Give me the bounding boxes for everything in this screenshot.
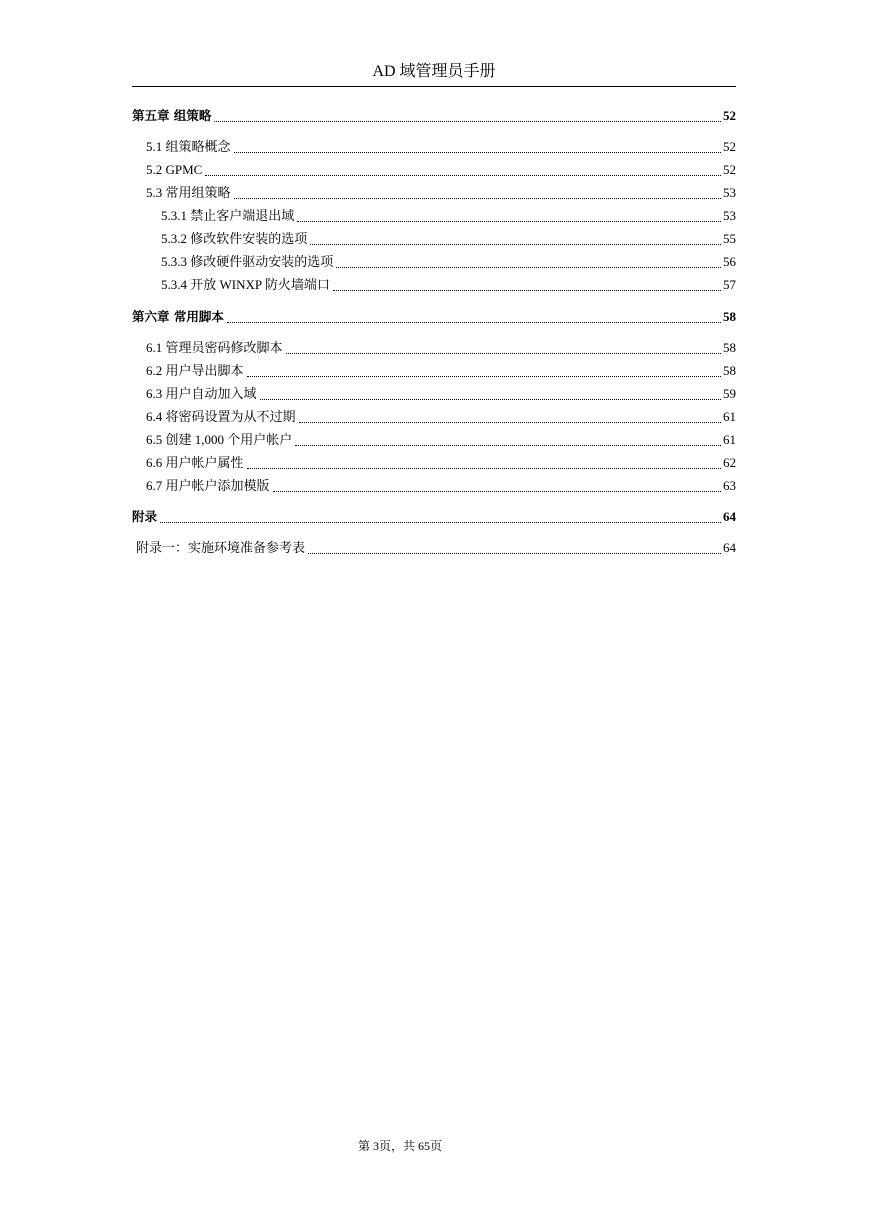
toc-dot-leader bbox=[260, 398, 721, 400]
toc-dot-leader bbox=[247, 467, 721, 469]
toc-entry-title: 5.3.1 禁止客户端退出域 bbox=[161, 208, 295, 223]
header-rule bbox=[132, 86, 736, 87]
toc-dot-leader bbox=[310, 243, 721, 245]
toc-entry-title: 5.3.4 开放 WINXP 防火墙端口 bbox=[161, 277, 330, 292]
toc-entry-5-3-1[interactable] bbox=[132, 206, 736, 226]
toc-entry-title: 6.3 用户自动加入域 bbox=[146, 386, 257, 401]
toc-entry-page: 59 bbox=[723, 386, 736, 401]
toc-entry-title: 5.3.2 修改软件安装的选项 bbox=[161, 231, 308, 246]
toc-entry-page: 64 bbox=[723, 509, 736, 524]
toc-entry-appendix[interactable] bbox=[132, 507, 736, 527]
toc-entry-6-3[interactable] bbox=[132, 384, 736, 404]
toc-dot-leader bbox=[247, 375, 721, 377]
toc-dot-leader bbox=[273, 490, 721, 492]
toc-dot-leader bbox=[336, 266, 721, 268]
toc-entry-title: 第五章 组策略 bbox=[132, 108, 212, 123]
toc-entry-title: 附录 bbox=[132, 509, 158, 524]
toc-entry-5-3-2[interactable] bbox=[132, 229, 736, 249]
toc-entry-page: 52 bbox=[723, 139, 736, 154]
toc-dot-leader bbox=[234, 197, 721, 199]
toc-dot-leader bbox=[214, 120, 721, 122]
toc-entry-page: 58 bbox=[723, 363, 736, 378]
toc-entry-page: 55 bbox=[723, 231, 736, 246]
toc-entry-5-3[interactable] bbox=[132, 183, 736, 203]
toc-entry-title: 6.4 将密码设置为从不过期 bbox=[146, 409, 296, 424]
toc-entry-6-4[interactable] bbox=[132, 407, 736, 427]
toc-entry-page: 52 bbox=[723, 108, 736, 123]
toc-entry-6-7[interactable] bbox=[132, 476, 736, 496]
toc-entry-page: 56 bbox=[723, 254, 736, 269]
toc-entry-page: 53 bbox=[723, 208, 736, 223]
toc-entry-title: 5.2 GPMC bbox=[146, 162, 203, 177]
toc-entry-chapter-6[interactable] bbox=[132, 307, 736, 327]
toc-entry-6-5[interactable] bbox=[132, 430, 736, 450]
toc-entry-page: 57 bbox=[723, 277, 736, 292]
toc-entry-6-6[interactable] bbox=[132, 453, 736, 473]
document-header-title: AD 域管理员手册 bbox=[372, 63, 496, 80]
toc-entry-title: 第六章 常用脚本 bbox=[132, 309, 224, 324]
toc-entry-title: 5.3 常用组策略 bbox=[146, 185, 231, 200]
toc-dot-leader bbox=[333, 289, 721, 291]
toc-dot-leader bbox=[205, 174, 721, 176]
toc-entry-5-1[interactable] bbox=[132, 137, 736, 157]
toc-entry-page: 62 bbox=[723, 455, 736, 470]
toc-dot-leader bbox=[297, 220, 721, 222]
toc-entry-page: 52 bbox=[723, 162, 736, 177]
toc-dot-leader bbox=[227, 321, 721, 323]
toc-entry-page: 58 bbox=[723, 309, 736, 324]
toc-entry-page: 64 bbox=[723, 540, 736, 555]
toc-entry-6-1[interactable] bbox=[132, 338, 736, 358]
toc-dot-leader bbox=[308, 552, 721, 554]
toc-entry-title: 6.5 创建 1,000 个用户帐户 bbox=[146, 432, 293, 447]
toc-dot-leader bbox=[286, 352, 721, 354]
toc-entry-title: 5.1 组策略概念 bbox=[146, 139, 231, 154]
toc-entry-6-2[interactable] bbox=[132, 361, 736, 381]
toc-entry-appendix-1[interactable] bbox=[132, 538, 736, 558]
toc-dot-leader bbox=[160, 521, 721, 523]
toc-dot-leader bbox=[299, 421, 721, 423]
toc-entry-page: 53 bbox=[723, 185, 736, 200]
toc-entry-title: 6.1 管理员密码修改脚本 bbox=[146, 340, 283, 355]
toc-entry-5-3-3[interactable] bbox=[132, 252, 736, 272]
toc-dot-leader bbox=[295, 444, 721, 446]
toc-entry-page: 61 bbox=[723, 432, 736, 447]
toc-entry-5-2[interactable] bbox=[132, 160, 736, 180]
toc-entry-title: 6.2 用户导出脚本 bbox=[146, 363, 244, 378]
toc-entry-page: 61 bbox=[723, 409, 736, 424]
toc-entry-page: 58 bbox=[723, 340, 736, 355]
toc-entry-title: 5.3.3 修改硬件驱动安装的选项 bbox=[161, 254, 334, 269]
toc-entry-5-3-4[interactable] bbox=[132, 275, 736, 295]
toc-entry-chapter-5[interactable] bbox=[132, 106, 736, 126]
page-number-footer: 第 3页，共 65页 bbox=[357, 1139, 442, 1153]
toc-entry-page: 63 bbox=[723, 478, 736, 493]
toc-entry-title: 6.6 用户帐户属性 bbox=[146, 455, 244, 470]
toc-entry-title: 附录一：实施环境准备参考表 bbox=[136, 540, 306, 555]
toc-dot-leader bbox=[234, 151, 721, 153]
toc-entry-title: 6.7 用户帐户添加模版 bbox=[146, 478, 270, 493]
